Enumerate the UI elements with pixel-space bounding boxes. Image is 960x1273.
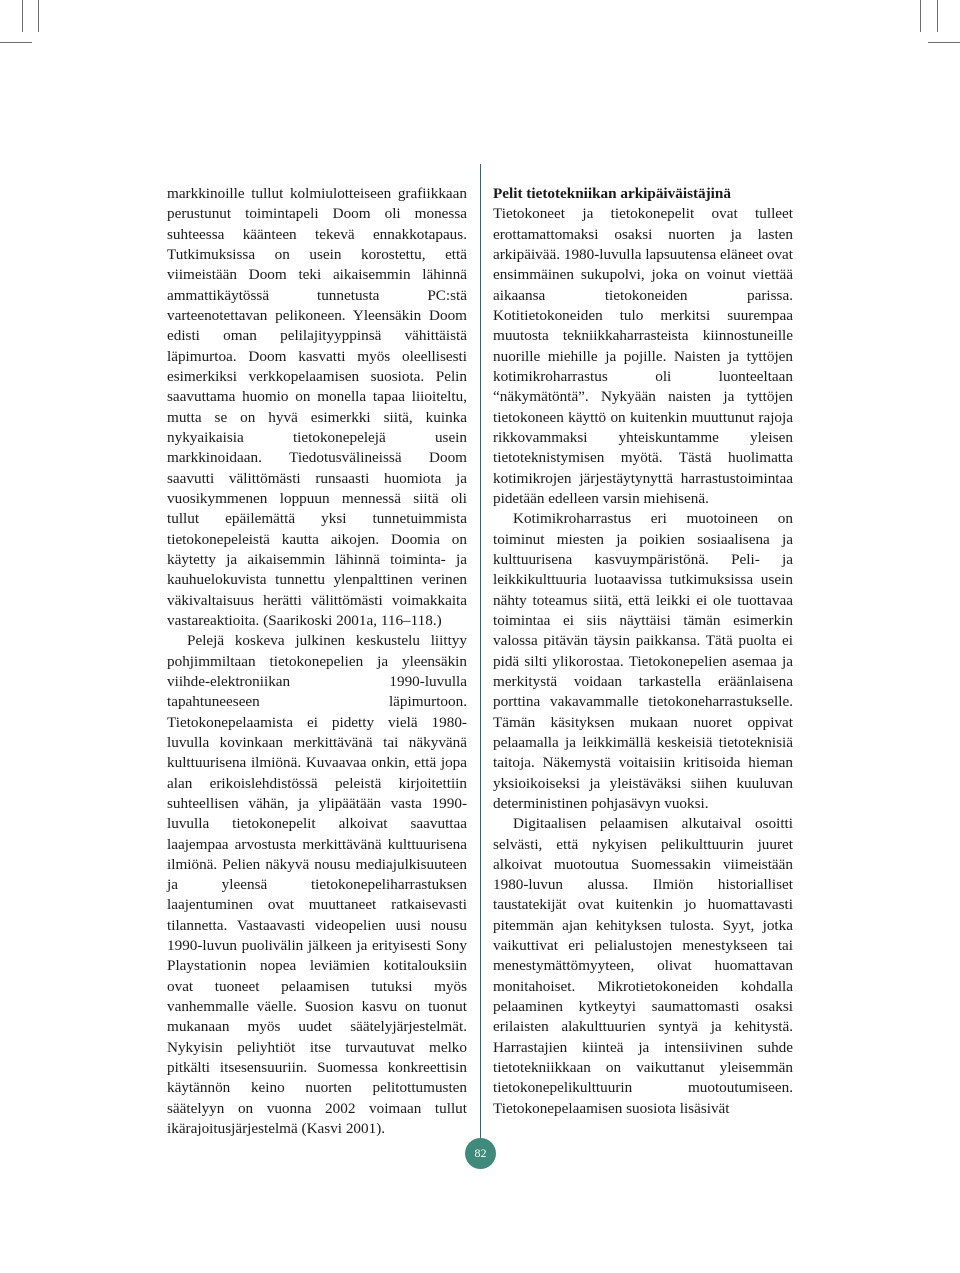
section-heading: Pelit tietotekniikan arkipäiväistäjinä — [493, 185, 731, 202]
crop-mark — [22, 0, 23, 32]
body-paragraph: Pelejä koskeva julkinen keskustelu liittyy pohjimmiltaan tietokonepelien ja yleensäkin viihde-elektroniikan 1990-luvulla tapahtuneeseen läpimurtoon. Tietokonepelaamista ei pidetty vielä 1980-luvulla kovinkaan merkittävänä tai näkyvänä kulttuurisena ilmiönä. Kuvaavaa onkin, että jopa alan erikoislehdistössä peleistä kirjoitettiin suhteellisen vähän, ja ylipäätään vasta 1990-luvulla tietokonepelit alkoivat saavuttaa laajempaa arvostusta merkittävänä kulttuurisena ilmiönä. Pelien näkyvä nousu mediajulkisuuteen ja yleensä tietokonepeliharrastuksen laajentuminen ovat muuttaneet ratkaisevasti tilannetta. Vastaavasti videopelien uusi nousu 1990-luvun puolivälin jälkeen ja erityisesti Sony Playstationin nopea leviämien kotitalouksiin ovat tuoneet pelaamisen tutuksi myös vanhemmalle väelle. Suosion kasvu on tuonut mukanaan myös uudet säätelyjärjestelmät. Nykyisin peliyhtiöt itse turvautuvat melko pitkälti itsesensuuriin. Suomessa konkreettisin käytännön keino nuorten pelitottumusten säätelyyn on vuonna 2002 voimaan tullut ikärajoitusjärjestelmä (Kasvi 2001). — [167, 632, 467, 1138]
column-divider — [480, 164, 481, 1108]
page-number-connector — [480, 1108, 481, 1138]
body-paragraph: markkinoille tullut kolmiulotteiseen grafiikkaan perustunut toimintapeli Doom oli monessa suhteessa käänteen tekevä ennakkotapaus. Tutkimuksissa on usein korostettu, että viimeistään Doom teki aikaisemmin lähinnä ammattikäytössä tunnetusta PC:stä varteenotettavan pelikoneen. Yleensäkin Doom edisti oman pelilajityyppinsä vähittäistä läpimurtoa. Doom kasvatti myös oleellisesti esimerkiksi verkkopelaamisen suosiota. Pelin saavuttama huomio on monella tapaa liioiteltu, mutta se on hyvä esimerkki siitä, kuinka nykyaikaisia tietokonepelejä usein markkinoidaan. Tiedotusvälineissä Doom saavutti välittömästi runsaasti huomiota ja vuosikymmenen loppuun mennessä siitä oli tullut epäilemättä yksi tunnetuimmista tietokonepeleistä kautta aikojen. Doomia on käytetty ja aikaisemmin lähinnä toiminta- ja kauhuelokuvista tunnettu ylenpalttinen verinen väkivaltaisuus herätti välittömästi voimakkaita vastareaktioita. (Saarikoski 2001a, 116–118.) — [167, 185, 467, 629]
body-paragraph: Digitaalisen pelaamisen alkutaival osoitti selvästi, että nykyisen pelikulttuurin juuret alkoivat muotoutua Suomessakin viimeistään 1980-luvun alussa. Ilmiön historialliset taustatekijät ovat kuitenkin jo huomattavasti pitemmän ajan kehityksen tulosta. Syyt, jotka vaikuttivat eri pelialustojen menestykseen tai menestymättömyyteen, olivat huomattavan monitahoiset. Mikrotietokoneiden kohdalla pelaaminen kytkeytyi saumattomasti osaksi erilaisten alakulttuurien syntyä ja kehitystä. Harrastajien kiinteä ja intensiivinen suhde tietotekniikkaan on vaikuttanut yleisemmän tietokonepelikulttuurin muotoutumiseen. Tietokonepelaamisen suosiota lisäsivät — [493, 815, 793, 1117]
right-text-column — [493, 184, 793, 1119]
crop-mark — [928, 42, 960, 43]
crop-mark — [937, 0, 938, 32]
crop-mark — [38, 0, 39, 32]
left-text-column — [167, 184, 467, 1139]
body-paragraph: Kotimikroharrastus eri muotoineen on toiminut miesten ja poikien sosiaalisena ja kulttuurisena kasvuympäristönä. Peli- ja leikkikulttuuria luotaavissa tutkimuksissa usein nähty toteamus siitä, että leikki ei ole tuottavaa toimintaa ei siis näyttäisi tämän esimerkin valossa pitävän täysin paikkansa. Tätä puolta ei pidä silti ylikorostaa. Tietokonepelien asemaa ja merkitystä voidaan tarkastella eräänlaisena porttina vakavammalle tietokoneharrastukselle. Tämän käsityksen mukaan nuoret oppivat pelaamalla ja leikkimällä keskeisiä tietoteknisiä taitoja. Näkemystä voitaisiin kritisoida hieman yksioikoiseksi ja yleistäväksi siihen kuuluvan deterministinen pohjasävyn vuoksi. — [493, 510, 793, 812]
body-paragraph: Tietokoneet ja tietokonepelit ovat tulleet erottamattomaksi osaksi nuorten ja lasten arkipäivää. 1980-luvulla lapsuutensa eläneet ovat ensimmäinen sukupolvi, joka on voinut viettää aikaansa tietokoneiden parissa. Kotitietokoneiden tulo merkitsi suurempaa muutosta tekniikkaharrasteista kiinnostuneille nuorille miehille ja pojille. Naisten ja tyttöjen kotimikroharrastus oli luonteeltaan “näkymätöntä”. Nykyään naisten ja tyttöjen tietokoneen käyttö on kuitenkin muuttunut rajoja rikkovammaksi yhteiskuntamme yleisen tietoteknistymisen myötä. Tästä huolimatta kotimikrojen järjestäytynyttä harrastustoimintaa pidetään edelleen varsin miehisenä. — [493, 205, 793, 507]
crop-mark — [920, 0, 921, 32]
crop-mark — [0, 42, 32, 43]
page-number-badge: 82 — [465, 1138, 496, 1169]
